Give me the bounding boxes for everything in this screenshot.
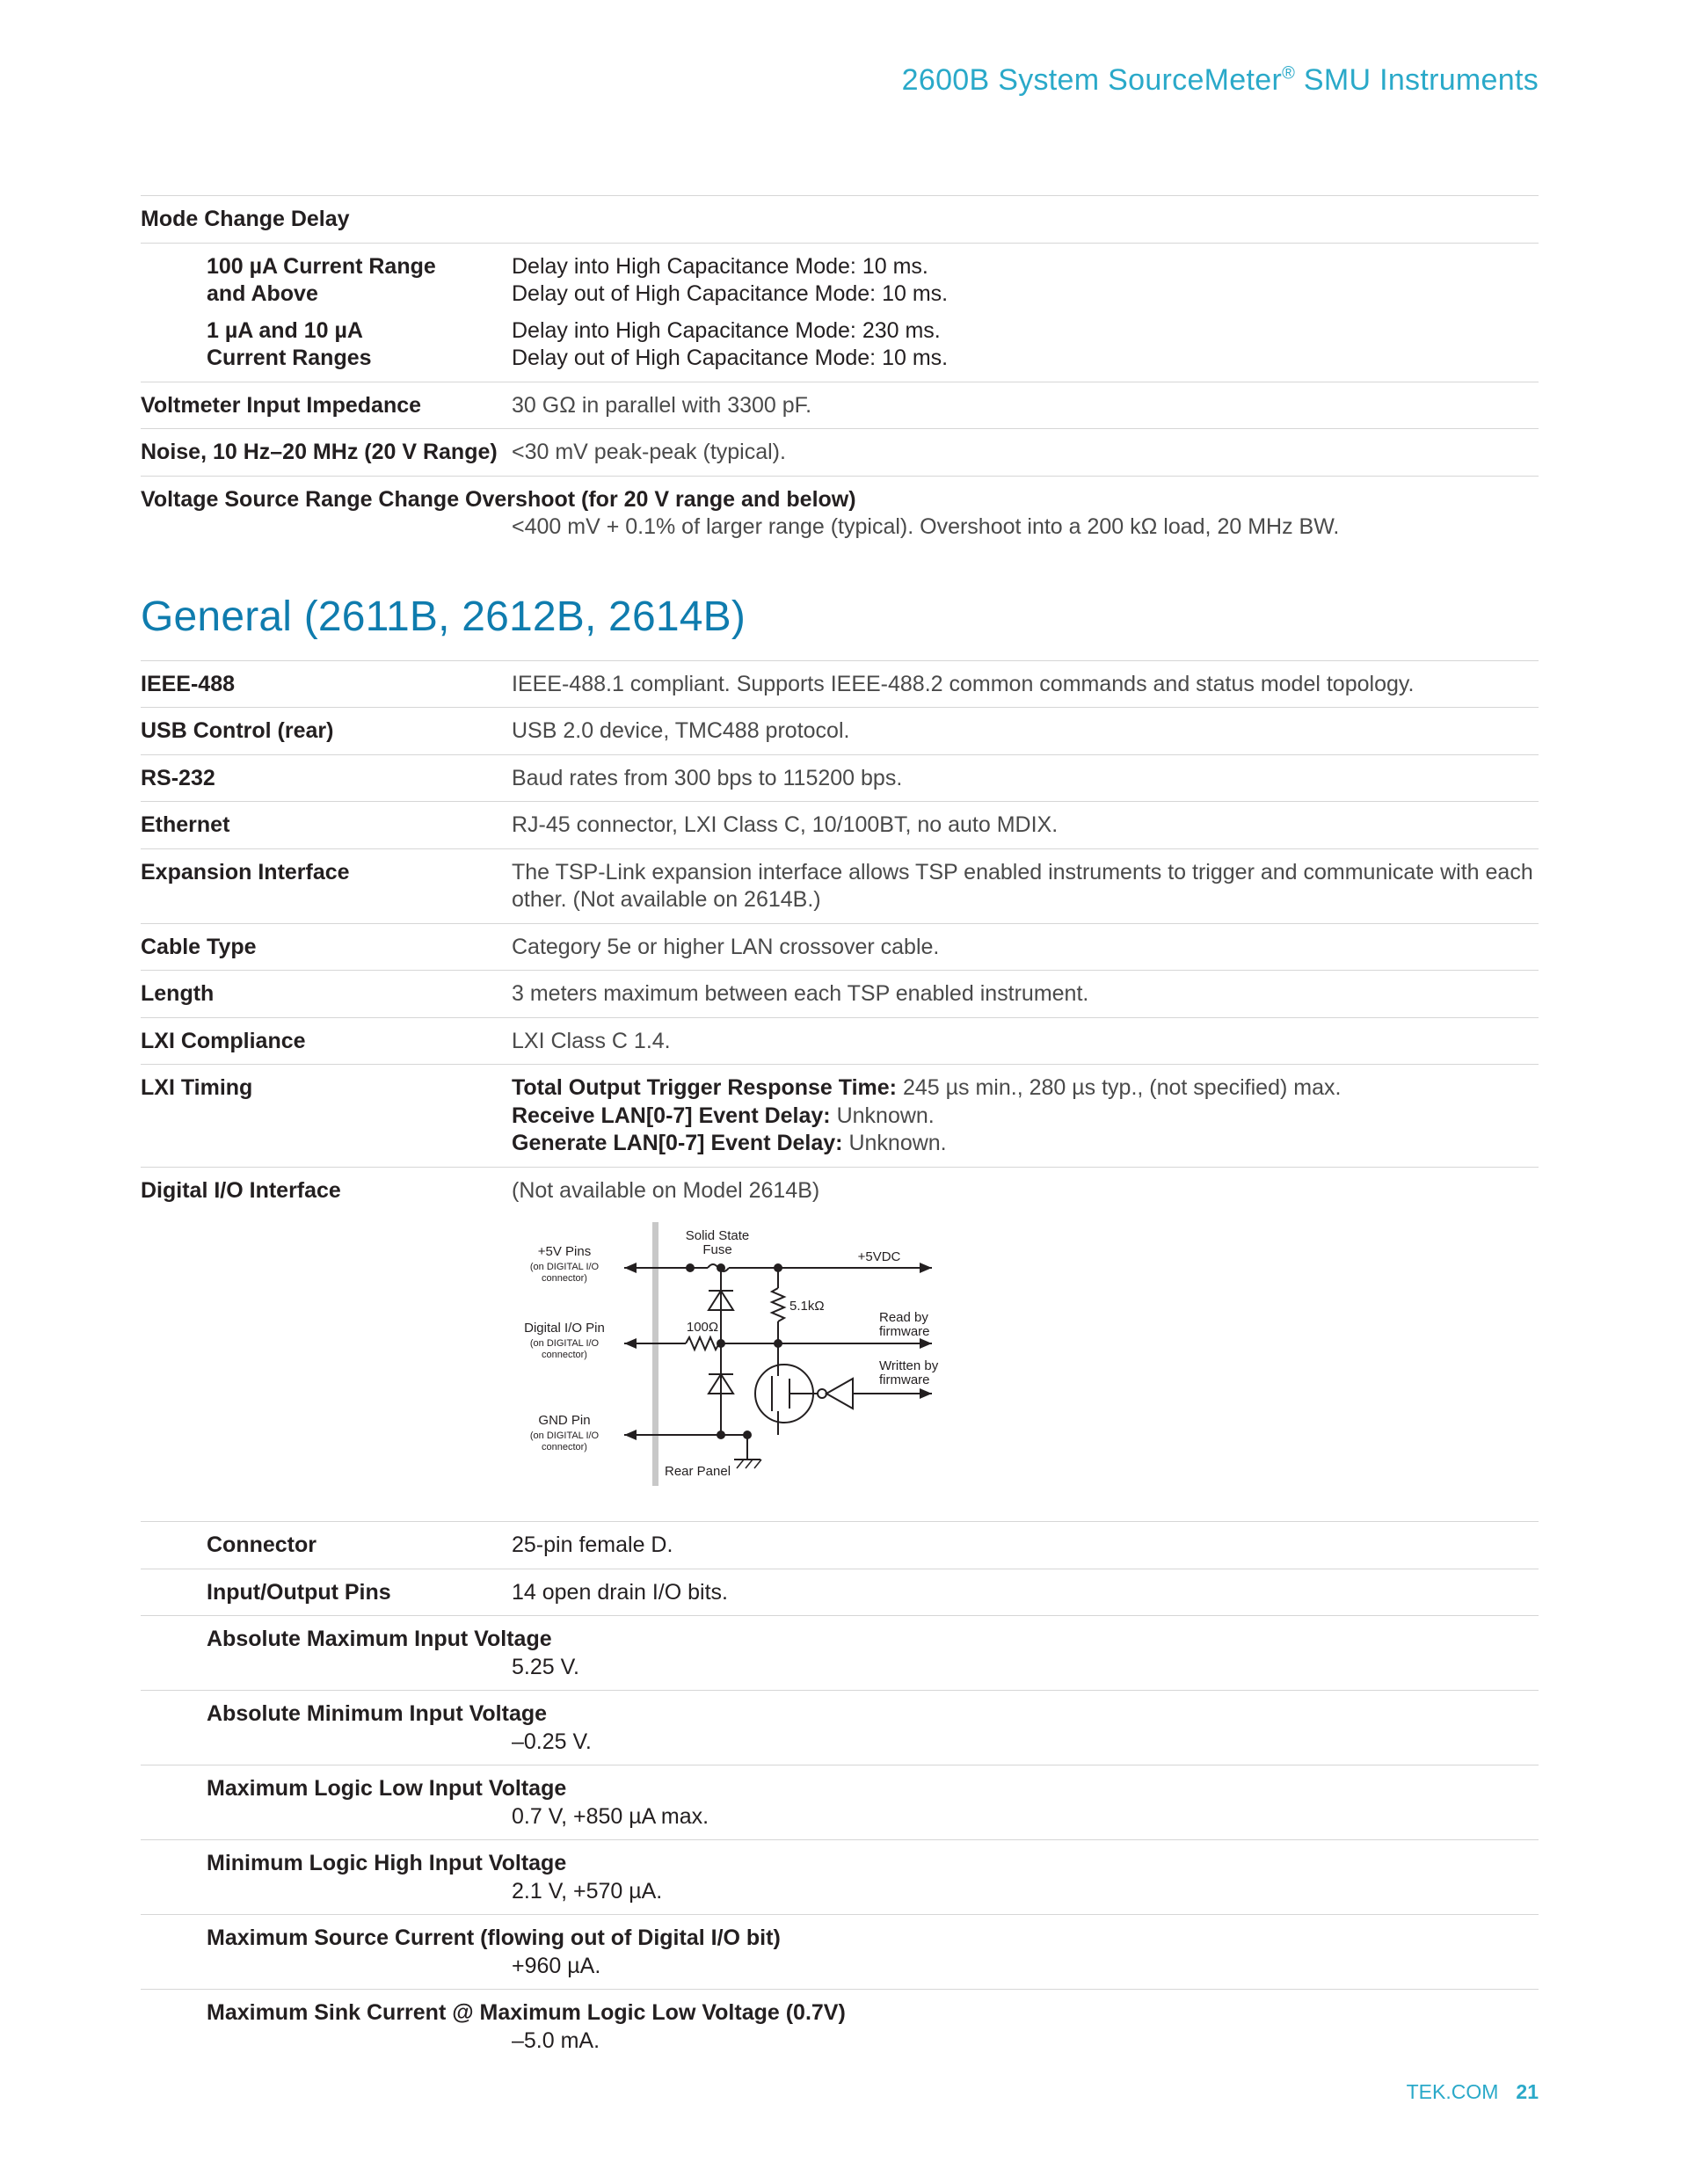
spec-value: 14 open drain I/O bits. — [512, 1579, 728, 1605]
spec-row-noise — [141, 428, 1539, 476]
spec-label: Minimum Logic High Input Voltage — [207, 1851, 567, 1875]
page-footer — [1407, 2080, 1539, 2104]
spec-value: 2.1 V, +570 µA. — [512, 1878, 663, 1904]
sublabel-line: Current Ranges — [207, 346, 372, 370]
general-spec-table — [141, 660, 1539, 1214]
value-line — [512, 1074, 1539, 1103]
label-5vdc: +5VDC — [857, 1249, 901, 1264]
spec-value: <400 mV + 0.1% of larger range (typical). Overshoot into a 200 kΩ load, 20 MHz BW. — [512, 514, 1340, 539]
footer-site-link[interactable]: TEK.COM — [1406, 2080, 1499, 2103]
label-read-2: firmware — [879, 1324, 930, 1339]
spec-label: Maximum Sink Current @ Maximum Logic Low Voltage (0.7V) — [207, 2000, 846, 2025]
spec-value: 30 GΩ in parallel with 3300 pF. — [512, 392, 812, 418]
spec-label: Cable Type — [141, 934, 257, 959]
page-content — [141, 195, 1539, 2064]
spec-label: Expansion Interface — [141, 859, 350, 885]
spec-row-max-source-current — [141, 1914, 1539, 1989]
spec-value: 0.7 V, +850 µA max. — [512, 1803, 709, 1829]
spec-row-cable-type — [141, 923, 1539, 971]
value-line — [512, 1130, 1539, 1158]
spec-value: –0.25 V. — [512, 1729, 592, 1754]
sublabel-line: 1 µA and 10 µA — [207, 317, 363, 343]
spec-row-voltmeter-impedance — [141, 382, 1539, 429]
section-title-general: General (2611B, 2612B, 2614B) — [141, 593, 746, 640]
spec-label: LXI Compliance — [141, 1028, 306, 1053]
spec-row-length — [141, 970, 1539, 1017]
spec-value: LXI Class C 1.4. — [512, 1028, 671, 1053]
spec-value: 5.25 V. — [512, 1654, 579, 1679]
spec-value: The TSP-Link expansion interface allows TSP enabled instruments to trigger and communicate with each other. (Not available on 2614B.) — [512, 859, 1533, 912]
spec-sublabel — [141, 253, 512, 309]
spec-sublabel — [141, 317, 512, 373]
spec-value — [512, 1074, 1539, 1158]
spec-value-empty — [512, 206, 1539, 234]
value-text: Unknown. — [842, 1131, 947, 1155]
spec-row-lxi-timing — [141, 1064, 1539, 1167]
label-fuse-1: Solid State — [685, 1228, 750, 1243]
sublabel-line: and Above — [207, 281, 318, 306]
label-100ohm: 100Ω — [686, 1320, 719, 1335]
value-key: Total Output Trigger Response Time: — [512, 1075, 898, 1100]
spec-value: –5.0 mA. — [512, 2027, 600, 2053]
spec-value — [512, 253, 1539, 309]
spec-row-expansion — [141, 848, 1539, 923]
spec-row-lxi-compliance — [141, 1017, 1539, 1065]
value-key: Receive LAN[0-7] Event Delay: — [512, 1103, 831, 1128]
spec-row-1ua-10ua-range — [141, 317, 1539, 382]
spec-value: Category 5e or higher LAN crossover cable. — [512, 934, 940, 959]
label-dio-pin: Digital I/O Pin — [524, 1321, 605, 1336]
spec-label: RS-232 — [141, 765, 215, 790]
spec-label: Maximum Logic Low Input Voltage — [207, 1776, 567, 1801]
spec-label: Mode Change Delay — [141, 207, 350, 231]
spec-label: Connector — [207, 1532, 316, 1557]
spec-row-io-pins — [141, 1569, 1539, 1616]
document-header-title — [902, 63, 1539, 98]
spec-row-max-logic-low — [141, 1765, 1539, 1839]
value-line: Delay into High Capacitance Mode: 10 ms. — [512, 253, 928, 279]
digital-io-circuit-figure — [141, 1213, 1539, 1521]
label-written-1: Written by — [879, 1358, 939, 1373]
spec-value — [512, 317, 1539, 373]
label-gnd-pin: GND Pin — [538, 1413, 591, 1428]
spec-row-ethernet — [141, 801, 1539, 848]
spec-label: Absolute Minimum Input Voltage — [207, 1701, 548, 1726]
resistor-51k-symbol — [772, 1288, 784, 1321]
spec-label: USB Control (rear) — [141, 718, 334, 743]
value-line: Delay out of High Capacitance Mode: 10 ms. — [512, 346, 949, 370]
spec-label: Length — [141, 981, 215, 1006]
spec-label: Digital I/O Interface — [141, 1177, 341, 1203]
label-rear-panel: Rear Panel — [665, 1464, 731, 1479]
spec-label: Maximum Source Current (flowing out of Digital I/O bit) — [207, 1926, 781, 1950]
spec-label: Input/Output Pins — [207, 1579, 391, 1605]
spec-label: Voltmeter Input Impedance — [141, 392, 422, 418]
header-title-tail: SMU Instruments — [1295, 63, 1539, 97]
ground-hatch — [737, 1460, 761, 1468]
label-connector-2: connector) — [542, 1350, 587, 1360]
spec-value: USB 2.0 device, TMC488 protocol. — [512, 718, 850, 743]
value-text: 245 µs min., 280 µs typ., (not specified) max. — [897, 1075, 1342, 1100]
spec-row-overshoot — [141, 476, 1539, 550]
spec-row-rs232 — [141, 754, 1539, 802]
value-text: Unknown. — [830, 1103, 935, 1128]
inverter-body — [826, 1379, 853, 1409]
label-connector-3: connector) — [542, 1442, 587, 1452]
spec-row-100ua-range — [141, 243, 1539, 317]
label-read-1: Read by — [879, 1310, 928, 1325]
spec-row-digital-io — [141, 1167, 1539, 1214]
value-line: Delay into High Capacitance Mode: 230 ms. — [512, 317, 941, 343]
spec-label: Ethernet — [141, 812, 230, 837]
sublabel-line: 100 µA Current Range — [207, 253, 436, 279]
label-on-dio-1: (on DIGITAL I/O — [529, 1262, 600, 1272]
label-written-2: firmware — [879, 1372, 930, 1387]
spec-value: Baud rates from 300 bps to 115200 bps. — [512, 765, 903, 790]
spec-value: (Not available on Model 2614B) — [512, 1177, 820, 1203]
spec-label: LXI Timing — [141, 1075, 253, 1100]
rear-panel-bar — [652, 1222, 658, 1486]
spec-row-min-logic-high — [141, 1839, 1539, 1914]
spec-row-connector — [141, 1521, 1539, 1569]
header-title-text: 2600B System SourceMeter — [901, 63, 1283, 97]
spec-label: IEEE-488 — [141, 671, 236, 696]
label-connector-1: connector) — [542, 1273, 587, 1284]
spec-value: 3 meters maximum between each TSP enabled instrument. — [512, 981, 1089, 1006]
spec-value: IEEE-488.1 compliant. Supports IEEE-488.2 common commands and status model topology. — [512, 671, 1415, 696]
value-line — [512, 1103, 1539, 1131]
label-on-dio-3: (on DIGITAL I/O — [529, 1431, 600, 1441]
digital-io-circuit-diagram — [510, 1213, 985, 1512]
label-fuse-2: Fuse — [702, 1242, 732, 1257]
value-line: Delay out of High Capacitance Mode: 10 ms. — [512, 281, 949, 306]
value-key: Generate LAN[0-7] Event Delay: — [512, 1131, 843, 1155]
label-5v-pins: +5V Pins — [537, 1244, 592, 1259]
spec-value: 25-pin female D. — [512, 1532, 673, 1557]
spec-row-max-sink-current — [141, 1989, 1539, 2064]
page-number: 21 — [1516, 2080, 1539, 2103]
spec-row-abs-min-input — [141, 1690, 1539, 1765]
spec-value: +960 µA. — [512, 1953, 601, 1978]
spec-row-usb — [141, 707, 1539, 754]
spec-label: Noise, 10 Hz–20 MHz (20 V Range) — [141, 440, 498, 464]
spec-label: Voltage Source Range Change Overshoot (for 20 V range and below) — [141, 486, 856, 512]
spec-row-ieee488 — [141, 660, 1539, 708]
spec-value: RJ-45 connector, LXI Class C, 10/100BT, no auto MDIX. — [512, 812, 1059, 837]
registered-mark: ® — [1282, 63, 1296, 84]
label-on-dio-2: (on DIGITAL I/O — [529, 1338, 600, 1349]
spec-row-mode-change-delay — [141, 195, 1539, 243]
spec-value: <30 mV peak-peak (typical). — [512, 440, 786, 464]
spec-label: Absolute Maximum Input Voltage — [207, 1627, 552, 1651]
label-51k: 5.1kΩ — [789, 1299, 825, 1314]
spec-row-abs-max-input — [141, 1615, 1539, 1690]
resistor-100-symbol — [686, 1337, 719, 1350]
junction-dots — [686, 1263, 782, 1439]
